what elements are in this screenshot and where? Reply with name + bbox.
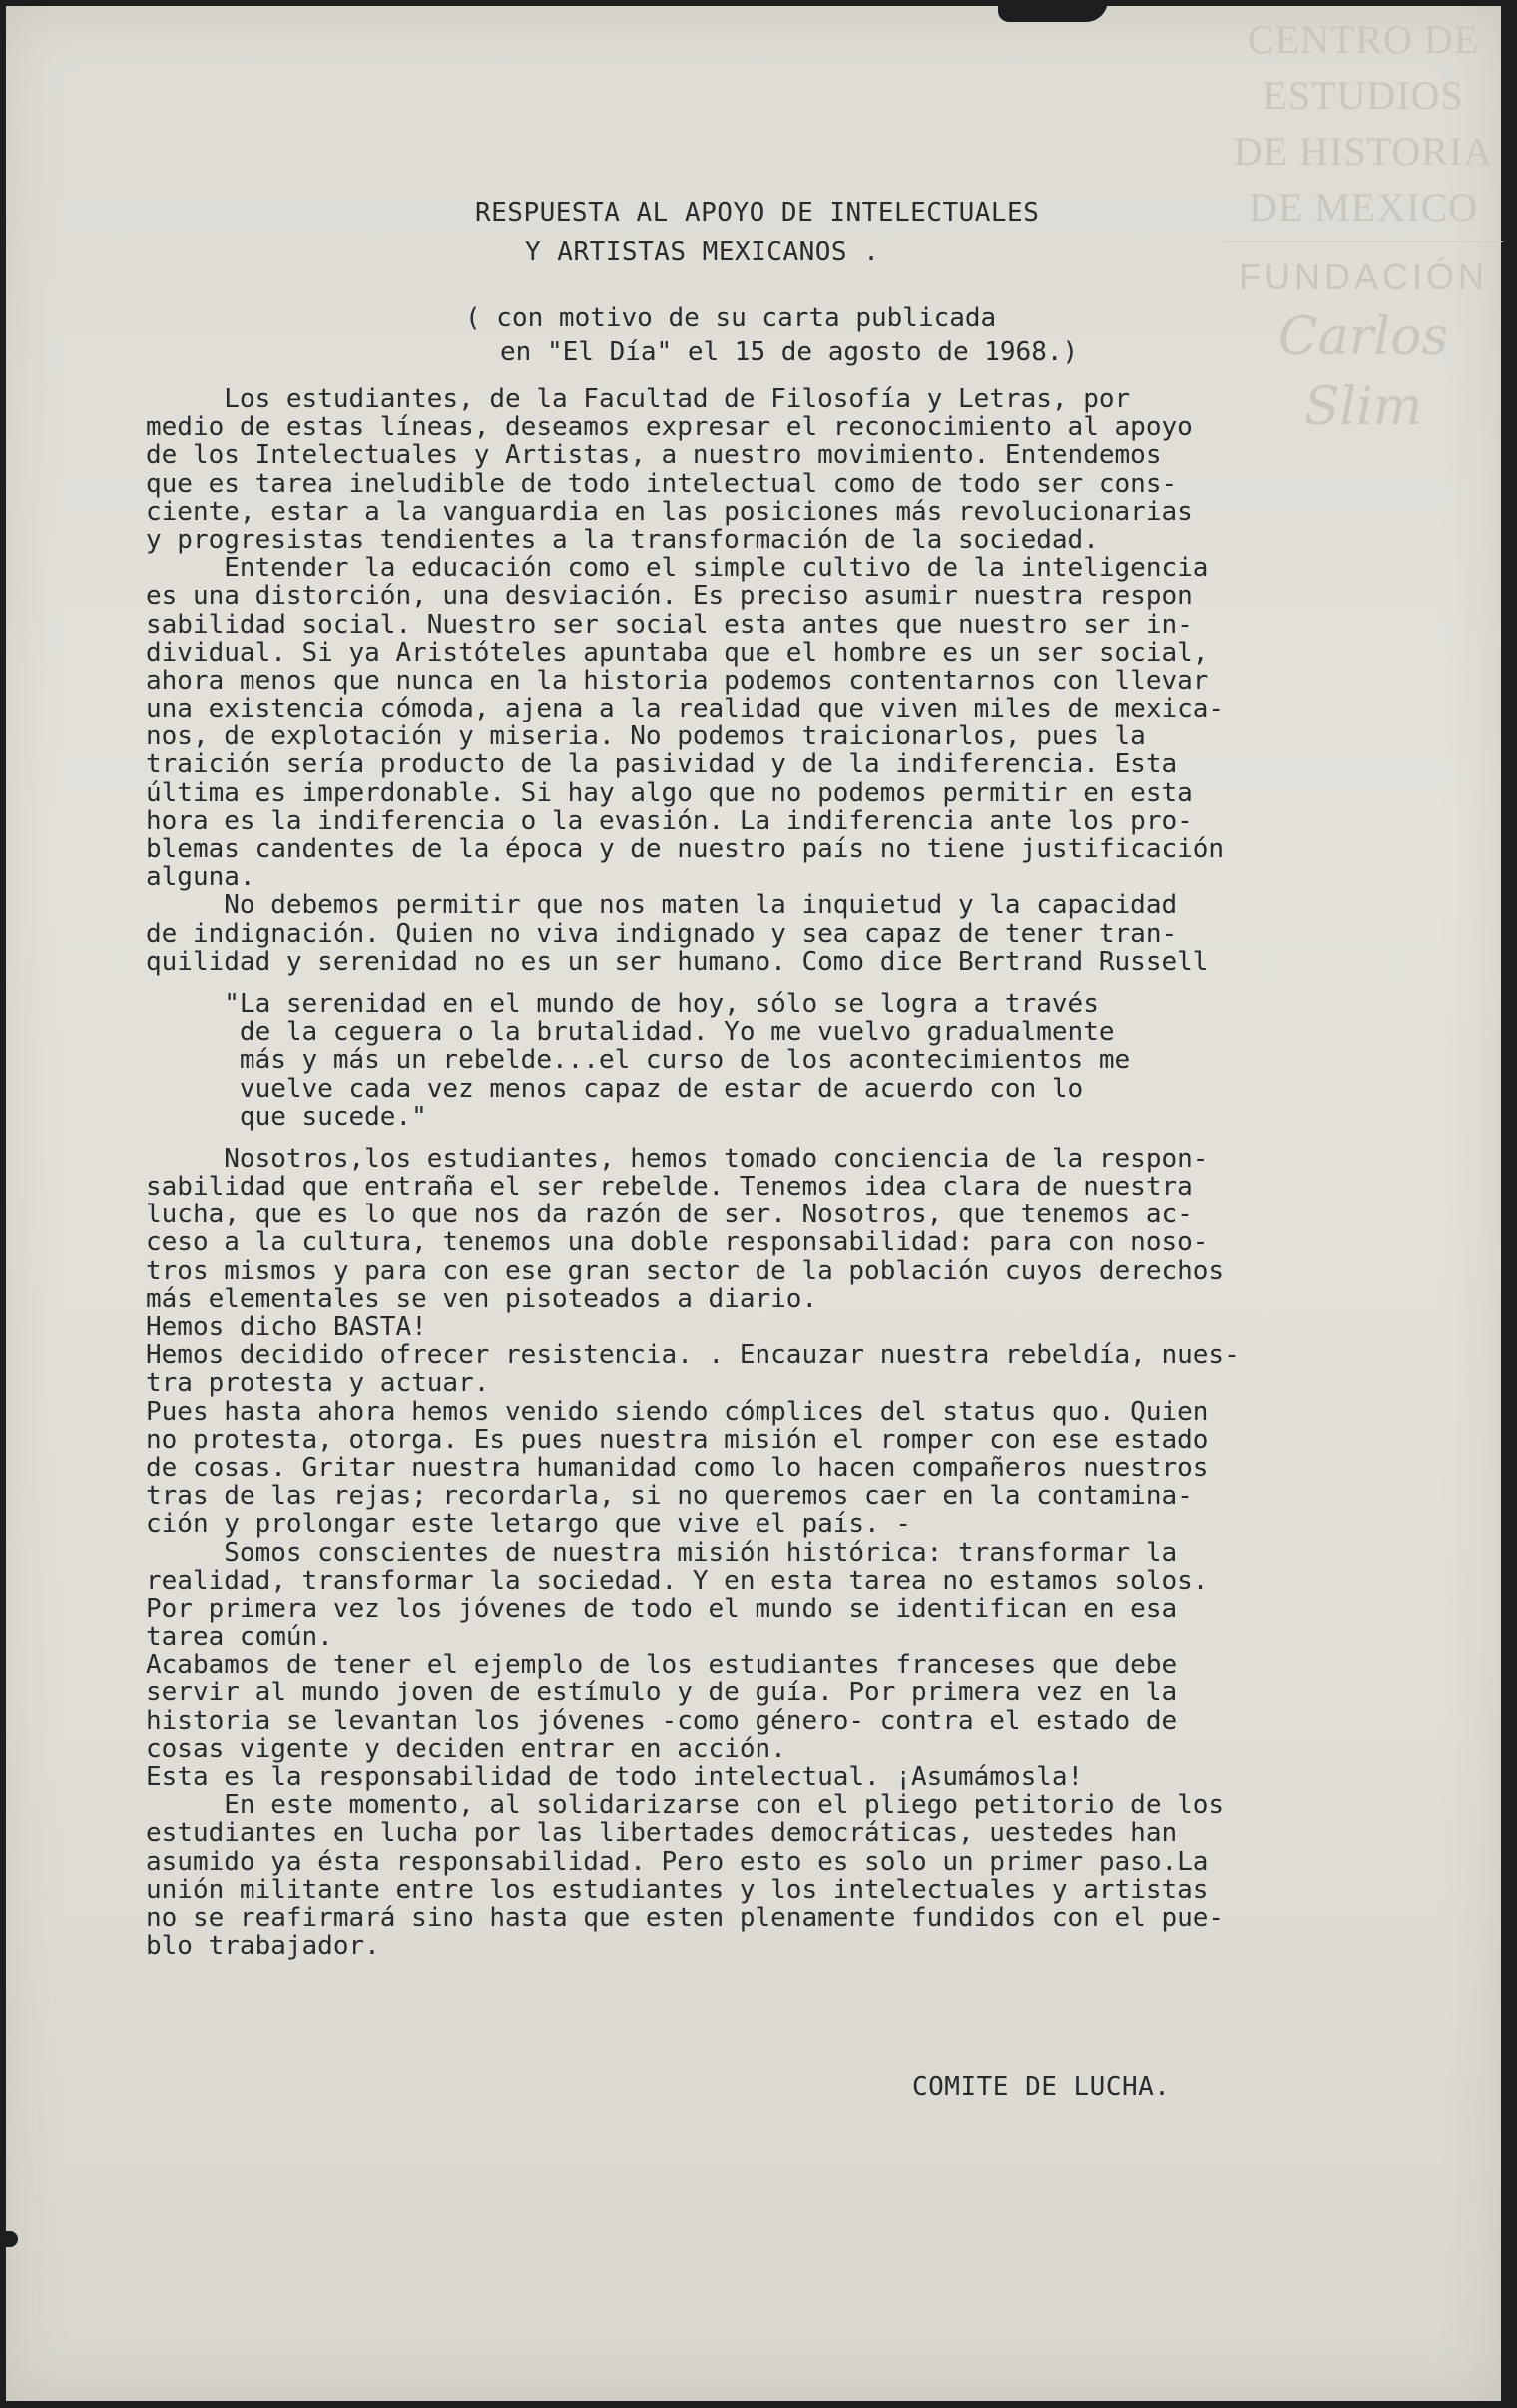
body-line: "La serenidad en el mundo de hoy, sólo se logra a través: [146, 988, 1099, 1019]
body-line: no protesta, otorga. Es pues nuestra misión el romper con ese estado: [146, 1424, 1209, 1455]
body-line: tra protesta y actuar.: [146, 1368, 490, 1399]
watermark-divider: [1224, 241, 1503, 242]
body-line: cosas vigente y deciden entrar en acción.: [146, 1733, 786, 1764]
body-line: más y más un rebelde...el curso de los acontecimientos me: [146, 1045, 1131, 1076]
body-line: traición sería producto de la pasividad y de la indiferencia. Esta: [146, 749, 1178, 780]
body-line: medio de estas líneas, deseamos expresar el reconocimiento al apoyo: [146, 412, 1193, 443]
body-line: Los estudiantes, de la Facultad de Filosofía y Letras, por: [146, 384, 1131, 414]
body-line: Esta es la responsabilidad de todo intelectual. ¡Asumámosla!: [146, 1762, 1084, 1792]
body-line: nos, de explotación y miseria. No podemos traicionarlos, pues la: [146, 722, 1146, 752]
body-line: historia se levantan los jóvenes -como género- contra el estado de: [146, 1705, 1178, 1736]
body-line: alguna.: [146, 862, 255, 893]
body-line: no se reafirmará sino hasta que esten plenamente fundidos con el pue-: [146, 1902, 1225, 1933]
body-line: sabilidad que entraña el ser rebelde. Tenemos idea clara de nuestra: [146, 1172, 1193, 1203]
letter-body: [146, 385, 1413, 1960]
body-line: de la ceguera o la brutalidad. Yo me vuelvo gradualmente: [146, 1017, 1115, 1048]
body-line: y progresistas tendientes a la transformación de la sociedad.: [146, 524, 1099, 555]
body-line: tarea común.: [146, 1622, 333, 1653]
body-line: hora es la indiferencia o la evasión. La indiferencia ante los pro-: [146, 805, 1193, 836]
body-line: Por primera vez los jóvenes de todo el mundo se identifican en esa: [146, 1593, 1178, 1624]
watermark-line-5: FUNDACIÓN: [1239, 256, 1488, 297]
body-line: dividual. Si ya Aristóteles apuntaba que el hombre es un ser social,: [146, 637, 1209, 668]
body-line: lucha, que es lo que nos da razón de ser. Nosotros, que tenemos ac-: [146, 1200, 1193, 1230]
body-line: ahora menos que nunca en la historia podemos contentarnos con llevar: [146, 665, 1209, 696]
body-line: que es tarea ineludible de todo intelectual como de todo ser cons-: [146, 468, 1178, 499]
body-line: ción y prolongar este letargo que vive el país. -: [146, 1509, 912, 1540]
body-line: quilidad y serenidad no es un ser humano. Como dice Bertrand Russell: [146, 946, 1209, 977]
watermark-signature: Carlos Slim: [1277, 307, 1449, 437]
body-line: Acabamos de tener el ejemplo de los estudiantes franceses que debe: [146, 1650, 1178, 1681]
paper-tear: [998, 0, 1108, 22]
typewritten-page: [6, 6, 1501, 2401]
body-line: unión militante entre los estudiantes y los intelectuales y artistas: [146, 1874, 1209, 1905]
body-line: Nosotros,los estudiantes, hemos tomado conciencia de la respon-: [146, 1143, 1209, 1174]
document-subtitle-line-2: en "El Día" el 15 de agosto de 1968.): [500, 337, 1079, 367]
watermark-line-4: DE MEXICO: [1248, 185, 1479, 230]
archive-watermark: [1214, 12, 1513, 437]
watermark-line-3: DE HISTORIA: [1233, 129, 1494, 174]
watermark-line-2: ESTUDIOS: [1263, 73, 1464, 118]
body-line: Hemos dicho BASTA!: [146, 1312, 427, 1342]
body-line: una existencia cómoda, ajena a la realidad que viven miles de mexica-: [146, 694, 1225, 724]
body-line: es una distorción, una desviación. Es preciso asumir nuestra respon: [146, 581, 1193, 612]
document-title-line-2: Y ARTISTAS MEXICANOS .: [525, 238, 880, 267]
body-line: asumido ya ésta responsabilidad. Pero esto es solo un primer paso.La: [146, 1846, 1209, 1877]
body-line: realidad, transformar la sociedad. Y en esta tarea no estamos solos.: [146, 1565, 1209, 1596]
body-line: blo trabajador.: [146, 1931, 380, 1962]
body-line: de indignación. Quien no viva indignado y sea capaz de tener tran-: [146, 918, 1178, 949]
body-line: Hemos decidido ofrecer resistencia. . Encauzar nuestra rebeldía, nues-: [146, 1340, 1240, 1371]
document-subtitle-line-1: ( con motivo de su carta publicada: [465, 303, 997, 333]
body-line: vuelve cada vez menos capaz de estar de acuerdo con lo: [146, 1073, 1084, 1104]
body-line: blemas candentes de la época y de nuestro país no tiene justificación: [146, 834, 1225, 864]
paragraph-gap: [146, 976, 1413, 990]
body-line: No debemos permitir que nos maten la inquietud y la capacidad: [146, 890, 1178, 921]
body-line: que sucede.": [146, 1101, 427, 1132]
body-line: servir al mundo joven de estímulo y de guía. Por primera vez en la: [146, 1678, 1178, 1708]
body-line: Pues hasta ahora hemos venido siendo cómplices del status quo. Quien: [146, 1396, 1209, 1427]
paragraph-gap: [146, 1131, 1413, 1145]
body-line: de los Intelectuales y Artistas, a nuestro movimiento. Entendemos: [146, 440, 1162, 471]
body-line: Entender la educación como el simple cultivo de la inteligencia: [146, 553, 1209, 584]
body-line: sabilidad social. Nuestro ser social esta antes que nuestro ser in-: [146, 609, 1193, 640]
watermark-line-1: CENTRO DE: [1247, 17, 1480, 62]
paper-nick: [0, 2231, 18, 2247]
body-line: más elementales se ven pisoteados a diario.: [146, 1283, 818, 1314]
body-line: En este momento, al solidarizarse con el pliego petitorio de los: [146, 1790, 1225, 1821]
body-line: ciente, estar a la vanguardia en las posiciones más revolucionarias: [146, 496, 1193, 527]
body-line: de cosas. Gritar nuestra humanidad como lo hacen compañeros nuestros: [146, 1452, 1209, 1483]
document-title-line-1: RESPUESTA AL APOYO DE INTELECTUALES: [475, 198, 1040, 228]
body-line: tros mismos y para con ese gran sector de la población cuyos derechos: [146, 1255, 1225, 1286]
body-line: ceso a la cultura, tenemos una doble responsabilidad: para con noso-: [146, 1227, 1209, 1258]
body-line: tras de las rejas; recordarla, si no queremos caer en la contamina-: [146, 1481, 1193, 1512]
signature: COMITE DE LUCHA.: [912, 2072, 1171, 2102]
body-line: última es imperdonable. Si hay algo que no podemos permitir en esta: [146, 777, 1193, 808]
body-line: Somos conscientes de nuestra misión histórica: transformar la: [146, 1537, 1178, 1568]
body-line: estudiantes en lucha por las libertades democráticas, uestedes han: [146, 1818, 1178, 1849]
